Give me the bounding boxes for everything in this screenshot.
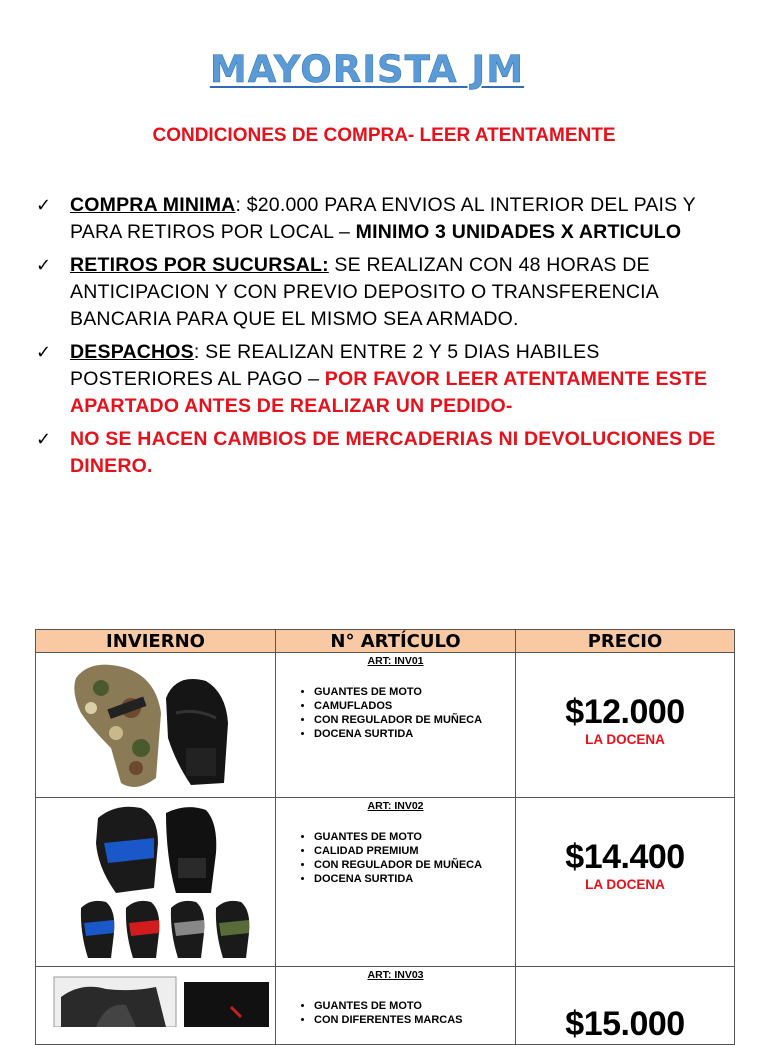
product-image-cell	[36, 798, 276, 967]
checkmark-icon: ✓	[36, 195, 52, 216]
feature-item: • CON REGULADOR DE MUÑECA	[314, 713, 515, 727]
feature-list	[276, 685, 515, 741]
column-header-articulo: N° ARTÍCULO	[276, 630, 516, 653]
condition-text: : SE REALIZAN ENTRE 2 Y 5 DIAS HABILES POSTERIORES AL PAGO –	[70, 341, 600, 390]
feature-item: • GUANTES DE MOTO	[314, 685, 515, 699]
feature-item: • GUANTES DE MOTO	[314, 830, 515, 844]
condition-text: SE REALIZAN CON 48 HORAS DE ANTICIPACION Y CON PREVIO DEPOSITO O TRANSFERENCIA BANCARIA PARA QUE EL MISMO SEA ARMADO.	[70, 254, 658, 330]
feature-item: • CALIDAD PREMIUM	[314, 844, 515, 858]
condition-label: DESPACHOS	[70, 341, 194, 363]
condition-label: RETIROS POR SUCURSAL:	[70, 254, 329, 276]
product-info-cell	[276, 653, 516, 798]
feature-item: • CON DIFERENTES MARCAS	[314, 1013, 515, 1027]
price-unit: LA DOCENA	[585, 877, 665, 892]
price-block	[516, 967, 734, 1044]
condition-bold: MINIMO 3 UNIDADES X ARTICULO	[355, 221, 682, 243]
price-block	[516, 798, 734, 892]
table-header-row	[36, 630, 735, 653]
condition-item	[36, 426, 736, 480]
price-value: $14.400	[565, 838, 685, 876]
feature-item: • DOCENA SURTIDA	[314, 727, 515, 741]
price-value: $15.000	[565, 1005, 685, 1043]
product-image-cell	[36, 967, 276, 1045]
product-info-cell	[276, 967, 516, 1045]
price-cell	[516, 967, 735, 1045]
condition-warning: POR FAVOR LEER ATENTAMENTE ESTE APARTADO ANTES DE REALIZAR UN PEDIDO-	[70, 368, 708, 417]
product-table	[35, 629, 735, 1045]
checkmark-icon: ✓	[36, 255, 52, 276]
feature-list	[276, 830, 515, 886]
article-code: ART: INV01	[367, 655, 424, 667]
feature-item: • DOCENA SURTIDA	[314, 872, 515, 886]
table-row	[36, 798, 735, 967]
table-row	[36, 653, 735, 798]
table-row	[36, 967, 735, 1045]
article-code: ART: INV02	[367, 800, 424, 812]
product-image-cell	[36, 653, 276, 798]
condition-text: : $20.000 PARA ENVIOS AL INTERIOR DEL PAIS Y PARA RETIROS POR LOCAL –	[70, 194, 696, 243]
condition-item	[36, 252, 736, 333]
column-header-precio: PRECIO	[516, 630, 735, 653]
page-subtitle: CONDICIONES DE COMPRA- LEER ATENTAMENTE	[152, 125, 616, 146]
condition-item	[36, 192, 736, 246]
price-cell	[516, 653, 735, 798]
price-cell	[516, 798, 735, 967]
article-code: ART: INV03	[367, 969, 424, 981]
feature-item: • GUANTES DE MOTO	[314, 999, 515, 1013]
feature-item: • CAMUFLADOS	[314, 699, 515, 713]
price-value: $12.000	[565, 693, 685, 731]
price-block	[516, 653, 734, 747]
premium-gloves-image	[36, 798, 276, 966]
feature-item: • CON REGULADOR DE MUÑECA	[314, 858, 515, 872]
condition-item	[36, 339, 736, 420]
condition-warning: NO SE HACEN CAMBIOS DE MERCADERIAS NI DEVOLUCIONES DE DINERO.	[70, 428, 716, 477]
leather-gloves-image	[36, 967, 276, 1027]
checkmark-icon: ✓	[36, 429, 52, 450]
column-header-invierno: INVIERNO	[36, 630, 276, 653]
feature-list	[276, 999, 515, 1027]
checkmark-icon: ✓	[36, 342, 52, 363]
price-unit: LA DOCENA	[585, 732, 665, 747]
condition-label: COMPRA MINIMA	[70, 194, 236, 216]
product-info-cell	[276, 798, 516, 967]
conditions-list	[36, 192, 736, 486]
page-title: MAYORISTA JM	[209, 48, 525, 91]
camo-gloves-image	[36, 653, 276, 797]
